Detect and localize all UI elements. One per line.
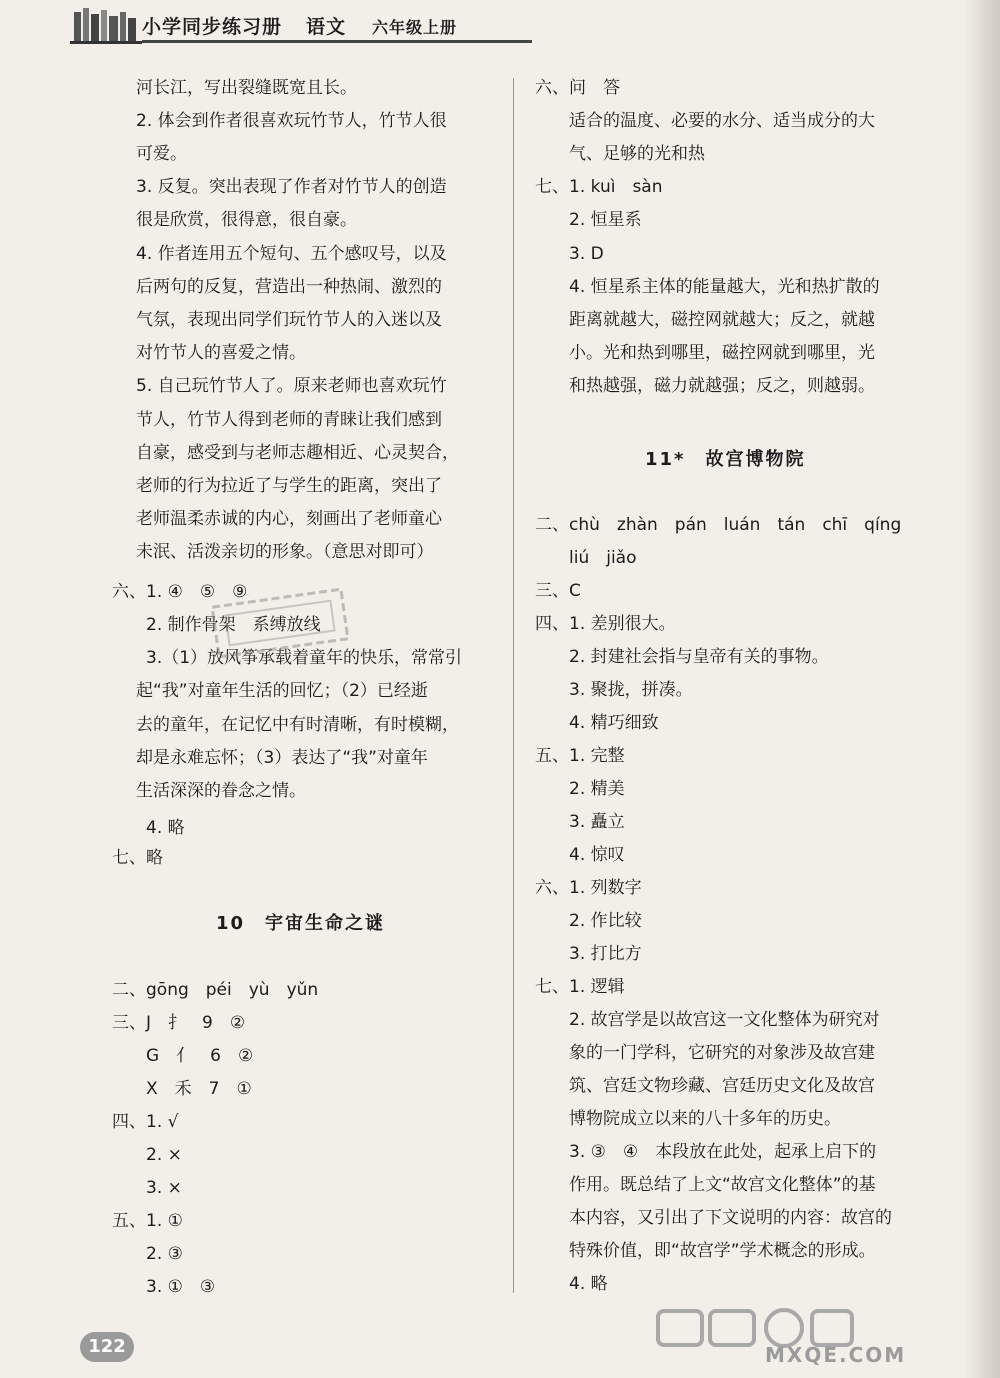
answer-line: 4. 恒星系主体的能量越大，光和热扩散的 — [569, 277, 880, 297]
section-heading: 二、chù zhàn pán luán tán chī qíng — [535, 515, 902, 535]
book-title: 小学同步练习册 — [142, 16, 283, 38]
answer-line: 4. 作者连用五个短句、五个感叹号，以及 — [136, 244, 447, 264]
answer-line: 气氛，表现出同学们玩竹节人的入迷以及 — [136, 310, 442, 330]
answer-line: 2. 作比较 — [569, 911, 642, 931]
answer-line: 4. 略 — [569, 1274, 608, 1294]
answer-line: 2. 恒星系 — [569, 210, 642, 230]
answer-line: liú jiǎo — [569, 548, 637, 568]
answer-line: 5. 自己玩竹节人了。原来老师也喜欢玩竹 — [136, 376, 447, 396]
site-logo-watermark-icon — [650, 1305, 860, 1375]
answer-line: 生活深深的眷念之情。 — [136, 781, 306, 801]
answer-line: 后两句的反复，营造出一种热闹、激烈的 — [136, 277, 442, 297]
answer-line: 适合的温度、必要的水分、适当成分的大 — [569, 111, 875, 131]
answer-line: 3. 打比方 — [569, 944, 642, 964]
answer-line: 筑、宫廷文物珍藏、宫廷历史文化及故宫 — [569, 1076, 875, 1096]
answer-line: 3. ① ③ — [146, 1277, 216, 1297]
answer-line: 3. 矗立 — [569, 812, 625, 832]
answer-line: 2. 体会到作者很喜欢玩竹节人，竹节人很 — [136, 111, 447, 131]
subject-label: 语文 — [306, 16, 347, 38]
answer-line: 气、足够的光和热 — [569, 144, 705, 164]
answer-line: 起“我”对童年生活的回忆；（2）已经逝 — [136, 681, 428, 701]
answer-line: 2. 精美 — [569, 779, 625, 799]
answer-line: 本内容，又引出了下文说明的内容：故宫的 — [569, 1208, 892, 1228]
answer-line: 2. 故宫学是以故宫这一文化整体为研究对 — [569, 1010, 880, 1030]
answer-line: 2. 封建社会指与皇帝有关的事物。 — [569, 647, 829, 667]
answer-line: 象的一门学科，它研究的对象涉及故宫建 — [569, 1043, 875, 1063]
section-heading: 六、1. ④ ⑤ ⑨ — [112, 582, 248, 602]
lesson-title: 10 宇宙生命之谜 — [216, 913, 386, 934]
lesson-title: 11* 故宫博物院 — [645, 449, 806, 470]
header-rule — [142, 40, 532, 43]
section-heading: 三、J 扌 9 ② — [112, 1013, 246, 1033]
section-heading: 四、1. 差别很大。 — [535, 614, 676, 634]
section-heading: 五、1. 完整 — [535, 746, 625, 766]
header-title — [142, 12, 530, 42]
answer-line: 小。光和热到哪里，磁控网就到哪里，光 — [569, 343, 875, 363]
grade-label: 六年级上册 — [372, 18, 458, 37]
answer-line: 去的童年，在记忆中有时清晰，有时模糊， — [136, 715, 459, 735]
answer-line: 老师的行为拉近了与学生的距离，突出了 — [136, 476, 442, 496]
answer-line: 作用。既总结了上文“故宫文化整体”的基 — [569, 1175, 876, 1195]
answer-line: 很是欣赏，很得意，很自豪。 — [136, 210, 357, 230]
answer-line: G 亻 6 ② — [146, 1046, 254, 1066]
section-heading: 七、1. kuì sàn — [535, 177, 663, 197]
site-url-watermark: MXQE.COM — [765, 1343, 907, 1367]
answer-line: 2. × — [146, 1145, 182, 1165]
answer-line: 3. 反复。突出表现了作者对竹节人的创造 — [136, 177, 447, 197]
answer-line: 节人，竹节人得到老师的青睐让我们感到 — [136, 410, 442, 430]
section-heading: 六、1. 列数字 — [535, 878, 642, 898]
answer-line: 2. 制作骨架 系缚放线 — [146, 615, 321, 635]
answer-line: 可爱。 — [136, 144, 187, 164]
answer-line: 4. 惊叹 — [569, 845, 625, 865]
page-number: 122 — [80, 1332, 134, 1362]
answer-line: 博物院成立以来的八十多年的历史。 — [569, 1109, 841, 1129]
answer-line: 4. 略 — [146, 818, 185, 838]
page-header — [70, 4, 530, 48]
answer-line: 3. 聚拢，拼凑。 — [569, 680, 693, 700]
answer-line: 2. ③ — [146, 1244, 183, 1264]
answer-line: 3. × — [146, 1178, 182, 1198]
column-divider — [513, 78, 514, 1293]
section-heading: 五、1. ① — [112, 1211, 183, 1231]
answer-line: 未泯、活泼亲切的形象。（意思对即可） — [136, 542, 434, 562]
books-icon — [70, 6, 142, 44]
answer-line: 3. ③ ④ 本段放在此处，起承上启下的 — [569, 1142, 877, 1162]
answer-line: 河长江，写出裂缝既宽且长。 — [136, 78, 357, 98]
page-edge-shadow — [964, 0, 1000, 1378]
section-heading: 三、C — [535, 581, 581, 601]
section-heading: 四、1. √ — [112, 1112, 179, 1132]
answer-line: 对竹节人的喜爱之情。 — [136, 343, 306, 363]
answer-line: X 禾 7 ① — [146, 1079, 252, 1099]
answer-line: 3.（1）放风筝承载着童年的快乐，常常引 — [146, 648, 463, 668]
answer-line: 特殊价值，即“故宫学”学术概念的形成。 — [569, 1241, 876, 1261]
answer-line: 却是永难忘怀；（3）表达了“我”对童年 — [136, 748, 428, 768]
answer-line: 和热越强，磁力就越强；反之，则越弱。 — [569, 376, 875, 396]
section-heading: 六、问 答 — [535, 78, 620, 98]
answer-line: 老师温柔赤诚的内心，刻画出了老师童心 — [136, 509, 442, 529]
answer-line: 距离就越大，磁控网就越大；反之，就越 — [569, 310, 875, 330]
section-heading: 七、1. 逻辑 — [535, 977, 625, 997]
answer-line: 自豪，感受到与老师志趣相近、心灵契合， — [136, 443, 459, 463]
section-heading: 二、gōng péi yù yǔn — [112, 980, 319, 1000]
answer-line: 3. D — [569, 244, 604, 264]
answer-line: 4. 精巧细致 — [569, 713, 659, 733]
section-heading: 七、略 — [112, 848, 163, 868]
